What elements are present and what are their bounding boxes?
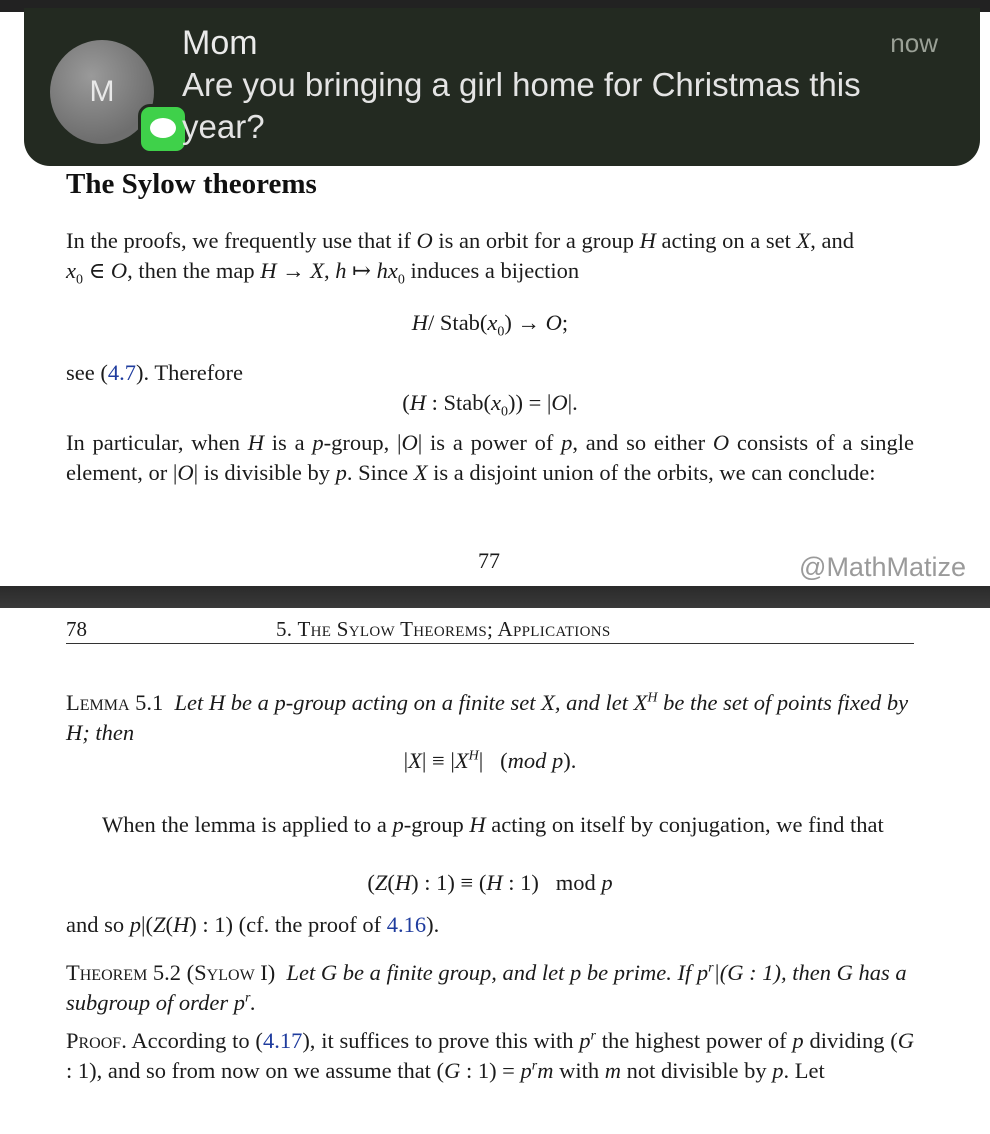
equation-index: (H : $Stab(x_0)) = |O|$. bbox=[402, 390, 578, 420]
paragraph-p-group: In particular, when H is a p-group, |O| is a power of p, and so either O consists of a single element, or |O| is divisible by p. Since X is a disjoint union of the orbits, we can conclude: bbox=[66, 430, 914, 485]
notification-sender: Mom bbox=[182, 24, 258, 62]
proof-paragraph: Proof. According to (4.17), it suffices to prove this with $p^r$ the highest power of p dividing (G : 1), and so from now on we assume that (G : $1) = p^rm$ with m not divisible by p. Let bbox=[66, 1028, 915, 1083]
paragraph-see: see (4.7). Therefore bbox=[66, 360, 244, 385]
section-title: The Sylow theorems bbox=[66, 168, 317, 200]
paragraph-divisibility: and so p|(Z(H) : 1) (cf. the proof of 4.16). bbox=[66, 912, 440, 937]
contact-avatar: M bbox=[50, 40, 154, 144]
notification-message: Are you bringing a girl home for Christmas this year? bbox=[182, 66, 861, 145]
messages-icon bbox=[138, 104, 188, 154]
equation-center: (Z(H) : 1) ≡ (H : 1) mod p bbox=[367, 870, 613, 895]
ref-4-16[interactable]: 4.16 bbox=[386, 912, 427, 937]
lemma-label: Lemma 5.1 bbox=[66, 690, 164, 715]
theorem-5-2: Theorem 5.2 (Sylow I) Let G be a finite group, and let p be prime. If $p^r|(G$ : 1), then G has a subgroup of order $p^r$. bbox=[66, 960, 907, 1015]
lemma-5-1: Lemma 5.1 Let H be a p-group acting on a finite set X, and let $X^H$ be the set of points fixed by H; then bbox=[66, 690, 909, 745]
message-notification[interactable] bbox=[24, 8, 980, 166]
page-number-78: 78 bbox=[66, 617, 87, 641]
proof-label: Proof. bbox=[66, 1028, 127, 1053]
ref-4-17[interactable]: 4.17 bbox=[262, 1028, 303, 1053]
chapter-title: 5. The Sylow Theorems; Applications bbox=[276, 617, 611, 641]
watermark: @MathMatize bbox=[799, 552, 966, 582]
equation-bijection: H/ $Stab(x_0) \to O$; bbox=[411, 310, 569, 340]
ref-4-7[interactable]: 4.7 bbox=[107, 360, 136, 385]
running-header bbox=[66, 617, 914, 644]
page-divider bbox=[0, 586, 990, 608]
theorem-label: Theorem 5.2 (Sylow I) bbox=[66, 960, 276, 985]
page-number-77: 77 bbox=[478, 548, 500, 573]
notification-time: now bbox=[890, 28, 938, 58]
paragraph-orbit: In the proofs, we frequently use that if O is an orbit for a group H acting on a set X, and $x_0$ ∈ O, then the map H → X, h ↦ $hx_0$ induces a bijection bbox=[66, 228, 854, 288]
paragraph-conjugation: When the lemma is applied to a p-group H acting on itself by conjugation, we find that bbox=[102, 812, 884, 837]
lemma-equation: $|X| \equiv |X^H|$ (mod p). bbox=[403, 748, 577, 773]
